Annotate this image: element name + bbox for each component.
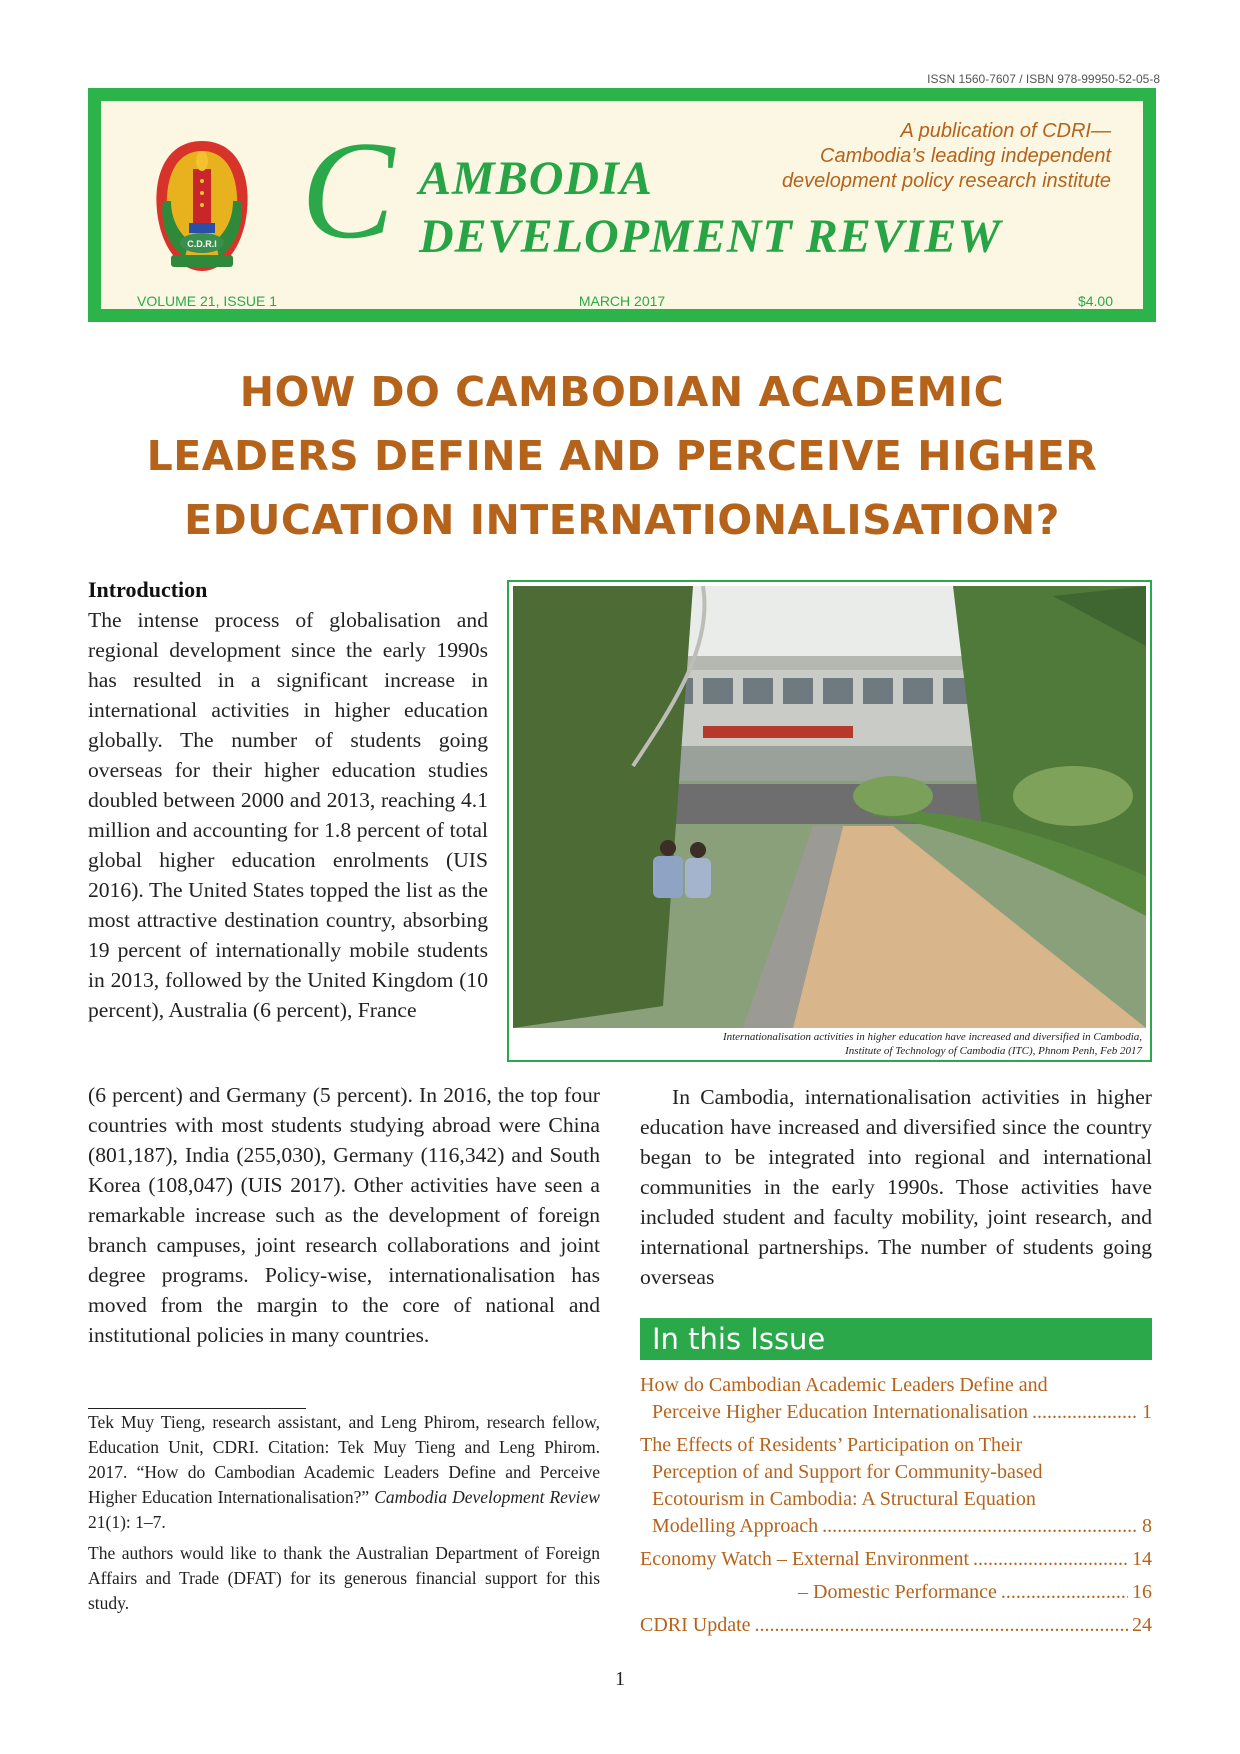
publication-tagline: A publication of CDRI— Cambodia’s leading independent development policy research institute xyxy=(781,120,1111,192)
issn-isbn: ISSN 1560-7607 / ISBN 978-99950-52-05-8 xyxy=(927,72,1160,86)
page-number: 1 xyxy=(615,1668,625,1690)
title-line-2: DEVELOPMENT REVIEW xyxy=(419,210,1002,263)
toc-item[interactable]: The Effects of Residents’ Participation on Their Perception of and Support for Community-based Ecotourism in Cambodia: A Structural Equation Modelling Approach ..... 8 xyxy=(640,1432,1152,1540)
author-citation: Tek Muy Tieng, research assistant, and Leng Phirom, research fellow, Education Unit, CDRI. Citation: Tek Muy Tieng and Leng Phirom. 2017. “How do Cambodian Academic Leaders Define and Perceive Higher Education Internationalisation?” Cambodia Development Review 21(1): 1–7. xyxy=(88,1412,600,1532)
photo-caption: Internationalisation activities in higher education have increased and diversified in Cambodia, Institute of Technology of Cambodia (ITC), Phnom Penh, Feb 2017 xyxy=(722,1031,1142,1057)
toc-item[interactable]: How do Cambodian Academic Leaders Define and Perceive Higher Education Internationalisation ..... 1 xyxy=(640,1372,1152,1426)
toc-item[interactable]: – Domestic Performance ..... 16 xyxy=(640,1579,1152,1606)
body-paragraph-cambodia: In Cambodia, internationalisation activities in higher education have increased and diversified since the country began to be integrated into regional and international communities in the early 1990s. Those activities have included student and faculty mobility, joint research, and international partnerships. The number of students going overseas xyxy=(640,1085,1152,1289)
issue-price: $4.00 xyxy=(1077,293,1113,309)
footnote-rule xyxy=(88,1408,306,1409)
section-heading-introduction: Introduction xyxy=(88,577,208,602)
article-photo xyxy=(507,580,1152,1062)
in-this-issue-header: In this Issue xyxy=(640,1318,1152,1360)
table-of-contents xyxy=(640,1372,1152,1645)
toc-item[interactable]: Economy Watch – External Environment ..... 14 xyxy=(640,1546,1152,1573)
issue-date: MARCH 2017 xyxy=(578,293,666,309)
masthead xyxy=(88,88,1156,322)
cdri-logo xyxy=(149,131,255,277)
campus-photo xyxy=(513,586,1146,1028)
toc-item[interactable]: CDRI Update ..... 24 xyxy=(640,1612,1152,1639)
intro-paragraph-part-2: (6 percent) and Germany (5 percent). In 2016, the top four countries with most students studying abroad were China (801,187), India (255,030), Germany (116,342) and South Korea (108,047) (UIS 2017). Other activities have seen a remarkable increase such as the development of foreign branch campuses, joint research collaborations and joint degree programs. Policy-wise, internationalisation has moved from the margin to the core of national and institutional policies in many countries. xyxy=(88,1083,600,1347)
footnote xyxy=(88,1410,600,1622)
title-initial: C xyxy=(301,113,395,268)
volume-issue: VOLUME 21, ISSUE 1 xyxy=(137,293,278,309)
masthead-panel xyxy=(101,101,1143,309)
svg-text:C.D.R.I: C.D.R.I xyxy=(187,239,217,249)
title-line-1: AMBODIA xyxy=(419,152,653,205)
intro-paragraph-part-1: The intense process of globalisation and regional development since the early 1990s has resulted in a significant increase in international activities in higher education globally. The number of students going overseas for their higher education studies doubled between 2000 and 2013, reaching 4.1 million and accounting for 1.8 percent of total global higher education enrolments (UIS 2016). The United States topped the list as the most attractive destination country, absorbing 19 percent of internationally mobile students in 2013, followed by the United Kingdom (10 percent), Australia (6 percent), France xyxy=(88,608,488,1022)
acknowledgement: The authors would like to thank the Australian Department of Foreign Affairs and Trade (DFAT) for its generous financial support for this study. xyxy=(88,1543,600,1613)
article-headline: HOW DO CAMBODIAN ACADEMIC LEADERS DEFINE AND PERCEIVE HIGHER EDUCATION INTERNATIONALISATION? xyxy=(146,368,1098,544)
